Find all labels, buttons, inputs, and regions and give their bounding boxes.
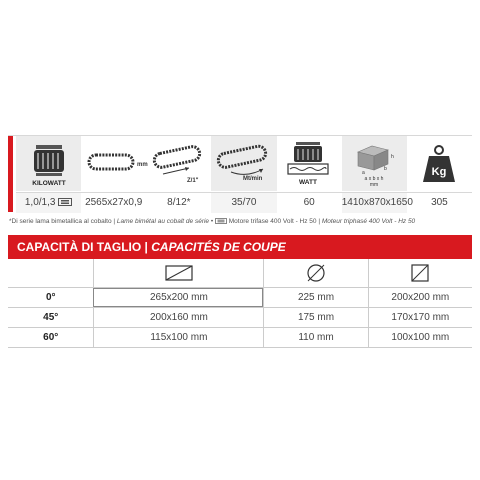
footnote-text-fr: Lame bimétal au cobalt de série xyxy=(116,218,210,225)
spec-unit-label: WATT xyxy=(299,178,318,186)
spec-value: 60 xyxy=(277,192,342,213)
spec-unit-label: Mt/min xyxy=(242,175,263,182)
three-phase-icon xyxy=(215,218,227,224)
round-capacity-cell: 225 mm xyxy=(263,288,367,307)
dimension-formula: a x b x h xyxy=(364,175,384,182)
square-section-icon xyxy=(409,262,431,284)
angle-cell: 60° xyxy=(43,332,59,343)
accent-bar xyxy=(8,136,13,212)
dimensions-box-icon xyxy=(344,138,404,190)
spec-unit-label: mm xyxy=(136,161,148,168)
section-title-fr: CAPACITÉS DE COUPE xyxy=(151,240,286,254)
spec-blade-teeth xyxy=(146,136,211,212)
spec-value: 2565x27x0,9 xyxy=(81,192,146,213)
dimension-letter: b xyxy=(384,165,388,172)
table-header-row xyxy=(8,259,472,288)
dimension-letter: h xyxy=(391,153,395,160)
table-row xyxy=(8,328,472,348)
spec-dimensions xyxy=(341,136,413,212)
table-row xyxy=(8,308,472,328)
rectangle-capacity-cell: 200x160 mm xyxy=(93,308,263,327)
spec-unit-label: Z/1" xyxy=(186,177,199,184)
footnote-separator: • xyxy=(209,218,215,225)
section-title-it: CAPACITÀ DI TAGLIO | xyxy=(17,240,152,254)
column-square xyxy=(368,259,472,287)
rectangle-section-icon xyxy=(164,263,194,283)
spec-value: 305 xyxy=(407,192,472,213)
spec-value: 35/70 xyxy=(211,192,276,213)
weight-icon xyxy=(419,142,459,186)
angle-cell: 45° xyxy=(43,312,59,323)
footnote-motor: Motore trifase 400 Volt - Hz 50 | xyxy=(226,218,322,225)
spec-value xyxy=(16,192,81,213)
spec-coolant-pump xyxy=(277,136,342,212)
section-title-cutting-capacity xyxy=(8,235,472,259)
footnote xyxy=(9,218,415,225)
dimension-unit: mm xyxy=(370,181,379,188)
square-capacity-cell: 200x200 mm xyxy=(368,288,472,307)
spec-value-text: 1,0/1,3 xyxy=(24,197,56,208)
dimension-letter: a xyxy=(362,169,366,176)
spec-unit-label: KILOWATT xyxy=(31,179,66,187)
blade-speed-icon xyxy=(149,142,209,186)
spec-value: 8/12* xyxy=(146,192,211,213)
round-section-icon xyxy=(305,262,327,284)
spec-blade-size xyxy=(81,136,146,212)
spec-unit-label: Kg xyxy=(432,165,447,178)
footnote-motor-fr: Moteur triphasé 400 Volt - Hz 50 xyxy=(321,218,416,225)
three-phase-icon xyxy=(58,198,72,206)
round-capacity-cell: 110 mm xyxy=(263,328,367,347)
spec-cutting-speed xyxy=(211,136,276,212)
cutting-capacity-table xyxy=(8,259,472,348)
coolant-pump-icon xyxy=(282,140,336,188)
spec-value: 1410x870x1650 xyxy=(342,192,407,213)
specifications-table xyxy=(8,135,472,212)
spec-weight xyxy=(407,136,472,212)
cutting-speed-icon xyxy=(213,142,275,186)
angle-header xyxy=(8,259,93,287)
round-capacity-cell: 175 mm xyxy=(263,308,367,327)
footnote-text: *Di serie lama bimetallica al cobalto | xyxy=(9,218,117,225)
table-row xyxy=(8,288,472,308)
angle-cell: 0° xyxy=(45,292,56,303)
motor-icon xyxy=(24,139,74,189)
rectangle-capacity-cell: 115x100 mm xyxy=(93,328,263,347)
spec-motor-power xyxy=(16,136,81,212)
saw-blade-icon xyxy=(83,144,148,184)
rectangle-capacity-cell: 265x200 mm xyxy=(93,288,263,307)
column-rectangle xyxy=(93,259,263,287)
square-capacity-cell: 100x100 mm xyxy=(368,328,472,347)
column-round xyxy=(263,259,367,287)
square-capacity-cell: 170x170 mm xyxy=(368,308,472,327)
